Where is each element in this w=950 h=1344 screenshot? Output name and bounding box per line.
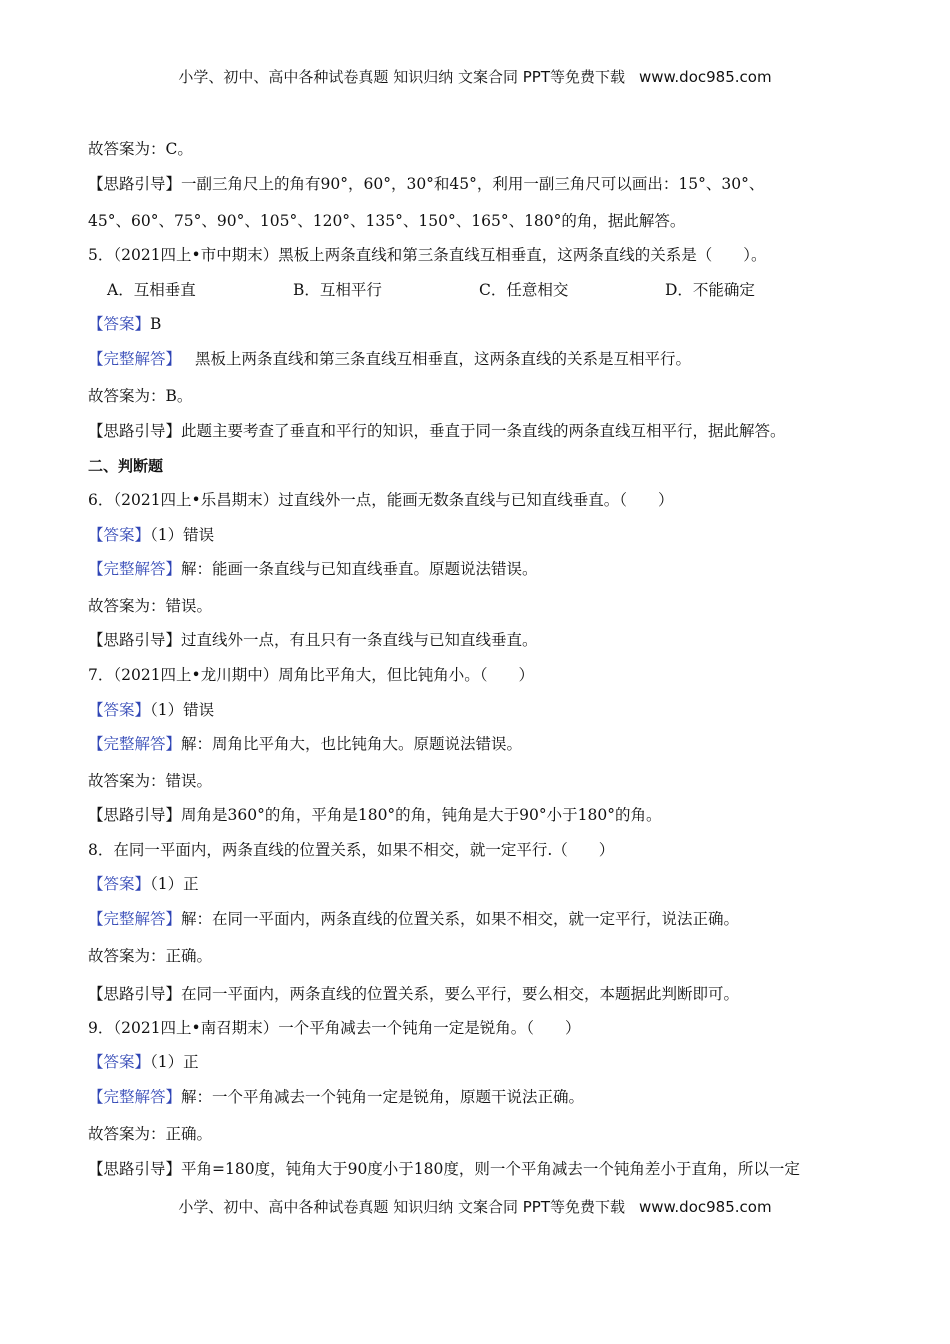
answer-line-q4: 故答案为：C。 — [88, 140, 193, 158]
question-5: 5．（2021四上•市中期末）黑板上两条直线和第三条直线互相垂直，这两条直线的关系是（ ）。 — [88, 246, 767, 264]
solution-line — [88, 1087, 584, 1107]
hint-line — [88, 805, 662, 825]
solution-tag: 【完整解答】 — [88, 350, 182, 368]
hint-text: 平角=180度，钝角大于90度小于180度，则一个平角减去一个钝角差小于直角，所以一定 — [181, 1160, 800, 1178]
answer-value: （1）正 — [150, 1053, 199, 1071]
solution-line — [88, 909, 739, 929]
answer-value: （1）错误 — [150, 701, 215, 719]
footer-url[interactable]: www.doc985.com — [638, 1198, 772, 1216]
answer-value: （1）正 — [150, 875, 199, 893]
question-6: 6．（2021四上•乐昌期末）过直线外一点，能画无数条直线与已知直线垂直。（ ） — [88, 491, 674, 509]
option-c: C．任意相交 — [479, 281, 569, 299]
answer-tag: 【答案】 — [88, 701, 151, 719]
page-footer — [0, 1196, 950, 1217]
hint-line-q4-cont: 45°、60°、75°、90°、105°、120°、135°、150°、165°、180°的角，据此解答。 — [88, 212, 686, 230]
solution-tag: 【完整解答】 — [88, 910, 182, 928]
solution-text: 解：一个平角减去一个钝角一定是锐角，原题干说法正确。 — [181, 1088, 585, 1106]
header-title: 小学、初中、高中各种试卷真题 知识归纳 文案合同 PPT等免费下载 — [178, 68, 625, 86]
solution-line — [88, 349, 691, 369]
answer-line — [88, 874, 199, 894]
page-header — [0, 66, 950, 87]
solution-text: 解：在同一平面内，两条直线的位置关系，如果不相交，就一定平行，说法正确。 — [181, 910, 740, 928]
final-answer-line: 故答案为：正确。 — [88, 1125, 213, 1143]
hint-text: 周角是360°的角，平角是180°的角，钝角是大于90°小于180°的角。 — [181, 806, 662, 824]
hint-line — [88, 984, 739, 1004]
solution-tag: 【完整解答】 — [88, 560, 182, 578]
footer-title: 小学、初中、高中各种试卷真题 知识归纳 文案合同 PPT等免费下载 — [178, 1198, 625, 1216]
hint-tag: 【思路引导】 — [88, 631, 182, 649]
answer-value: B — [150, 315, 162, 333]
header-url[interactable]: www.doc985.com — [638, 68, 772, 86]
hint-tag: 【思路引导】 — [88, 806, 182, 824]
solution-line — [88, 734, 522, 754]
answer-value: （1）错误 — [150, 526, 215, 544]
answer-tag: 【答案】 — [88, 315, 151, 333]
solution-line — [88, 559, 538, 579]
section-heading: 二、判断题 — [88, 457, 164, 475]
question-8: 8．在同一平面内，两条直线的位置关系，如果不相交，就一定平行.（ ） — [88, 841, 615, 859]
hint-text: 在同一平面内，两条直线的位置关系，要么平行，要么相交，本题据此判断即可。 — [181, 985, 740, 1003]
answer-tag: 【答案】 — [88, 875, 151, 893]
answer-tag: 【答案】 — [88, 526, 151, 544]
hint-text: 此题主要考查了垂直和平行的知识，垂直于同一条直线的两条直线互相平行，据此解答。 — [181, 422, 786, 440]
hint-line-q4 — [88, 174, 764, 194]
final-answer-line: 故答案为：错误。 — [88, 597, 213, 615]
question-7: 7．（2021四上•龙川期中）周角比平角大，但比钝角小。（ ） — [88, 666, 534, 684]
final-answer-line: 故答案为：正确。 — [88, 947, 213, 965]
answer-line — [88, 1052, 199, 1072]
final-answer-line: 故答案为：B。 — [88, 387, 193, 405]
hint-text: 一副三角尺上的角有90°，60°，30°和45°，利用一副三角尺可以画出：15°、30°、 — [181, 175, 765, 193]
option-b: B．互相平行 — [293, 281, 382, 299]
hint-tag: 【思路引导】 — [88, 985, 182, 1003]
option-a: A．互相垂直 — [107, 281, 196, 299]
hint-tag: 【思路引导】 — [88, 1160, 182, 1178]
solution-text: 解：周角比平角大，也比钝角大。原题说法错误。 — [181, 735, 523, 753]
hint-line — [88, 1159, 800, 1179]
question-9: 9．（2021四上•南召期末）一个平角减去一个钝角一定是锐角。（ ） — [88, 1019, 581, 1037]
solution-text: 解：能画一条直线与已知直线垂直。原题说法错误。 — [181, 560, 538, 578]
hint-tag: 【思路引导】 — [88, 175, 182, 193]
hint-text: 过直线外一点，有且只有一条直线与已知直线垂直。 — [181, 631, 538, 649]
solution-tag: 【完整解答】 — [88, 735, 182, 753]
answer-line — [88, 700, 214, 720]
solution-text: 黑板上两条直线和第三条直线互相垂直，这两条直线的关系是互相平行。 — [195, 350, 692, 368]
solution-tag: 【完整解答】 — [88, 1088, 182, 1106]
hint-line — [88, 630, 538, 650]
hint-tag: 【思路引导】 — [88, 422, 182, 440]
answer-line — [88, 314, 161, 334]
answer-line — [88, 525, 214, 545]
option-d: D．不能确定 — [665, 281, 755, 299]
final-answer-line: 故答案为：错误。 — [88, 772, 213, 790]
hint-line — [88, 421, 786, 441]
answer-tag: 【答案】 — [88, 1053, 151, 1071]
